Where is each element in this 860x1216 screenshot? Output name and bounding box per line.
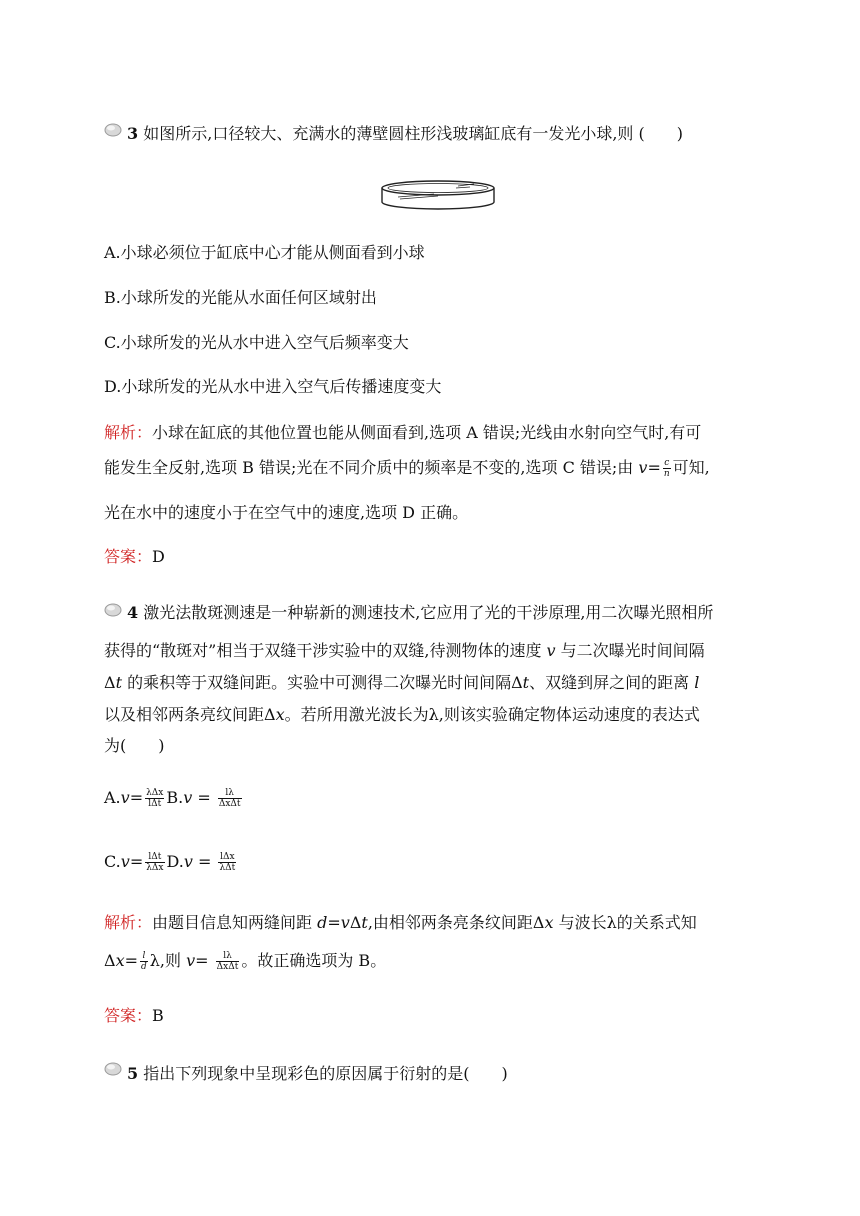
q3-eq: =: [647, 458, 661, 477]
q3-stem: [127, 123, 683, 145]
q3-answer: [104, 546, 165, 568]
q3-analysis-text2: 能发生全反射,选项 B 错误;光在不同介质中的频率是不变的,选项 C 错误;由: [104, 458, 639, 477]
q3-option-b: B.小球所发的光能从水面任何区域射出: [104, 288, 377, 307]
q3-analysis-line3: 光在水中的速度小于在空气中的速度,选项 D 正确。: [104, 503, 469, 522]
q4-optC-den: λΔx: [146, 863, 164, 873]
q4-line3c: 、双缝到屏之间的距离: [529, 673, 695, 692]
q4-analysis-t: t: [361, 913, 368, 932]
q4-optB-v: v: [183, 788, 193, 807]
q4-optB-fraction: [218, 788, 242, 809]
q4-var-t: t: [115, 673, 122, 692]
q4-analysis-d: d: [317, 913, 328, 932]
q4-optD-label: D.: [166, 852, 184, 871]
q4-analysis2-fraction: [216, 951, 240, 972]
q4-analysis-1c: 与波长λ的关系式知: [553, 913, 697, 932]
q4-analysis-line2: [104, 950, 386, 972]
q4-optA-eq: =: [129, 788, 144, 807]
q3-analysis-text2b: 可知,: [672, 458, 710, 477]
q4-line2a: 获得的“散斑对”相当于双缝干涉实验中的双缝,待测物体的速度: [104, 641, 547, 660]
q3-option-d: D.小球所发的光从水中进入空气后传播速度变大: [104, 377, 442, 396]
q5-stem: [127, 1063, 508, 1085]
q3-analysis-line2: [104, 457, 710, 479]
q4-line4a: 以及相邻两条亮纹间距Δ: [104, 705, 276, 724]
q4-answer: [104, 1005, 164, 1027]
q4-analysis2-eq2: =: [195, 951, 214, 970]
q4-analysis2-x: x: [115, 951, 125, 970]
q4-optD-v: v: [183, 852, 193, 871]
q3-answer-value: D: [152, 547, 165, 566]
q4-analysis-1b: ,由相邻两条亮条纹间距Δ: [367, 913, 545, 932]
question-bullet-icon: [104, 123, 122, 137]
q4-optC-label: C.: [104, 852, 121, 871]
q4-answer-label: 答案：: [104, 1006, 153, 1025]
q4-options-ab: [104, 787, 244, 809]
q4-optB-den: ΔxΔt: [218, 799, 241, 809]
question-bullet-icon: [104, 1062, 122, 1076]
q4-optB-eq: =: [192, 788, 216, 807]
q3-analysis-text1: 小球在缸底的其他位置也能从侧面看到,选项 A 错误;光线由水射向空气时,有可: [152, 423, 702, 442]
q3-option-c: C.小球所发的光从水中进入空气后频率变大: [104, 333, 409, 352]
q4-line2b: 与二次曝光时间间隔: [555, 641, 705, 660]
q5-number: 5: [127, 1064, 139, 1083]
q4-line3b: 的乘积等于双缝间距。实验中可测得二次曝光时间间隔Δ: [122, 673, 523, 692]
q4-var-t2: t: [522, 673, 530, 692]
q4-optB-num: lλ: [218, 788, 242, 799]
q4-analysis-eq: =: [327, 913, 341, 932]
q4-stem-line4: [104, 704, 700, 726]
q4-optC-fraction: [145, 852, 164, 873]
q4-analysis2-fraction-l-over-d: [140, 951, 148, 972]
q4-line1: 激光法散斑测速是一种崭新的测速技术,它应用了光的干涉原理,用二次曝光照相所: [143, 603, 714, 622]
q4-stem-line2: [104, 640, 705, 662]
q4-analysis-label: 解析：: [104, 913, 153, 932]
q4-optA-fraction: [145, 788, 164, 809]
q4-analysis-x: x: [544, 913, 554, 932]
q4-analysis-delta: Δ: [349, 913, 362, 932]
q3-fraction-c-over-n: [663, 458, 671, 479]
q4-var-l: l: [694, 673, 700, 692]
q4-stem-line3: [104, 672, 699, 694]
q4-analysis2-fnum2: lλ: [216, 951, 240, 962]
q5-stem-text: 指出下列现象中呈现彩色的原因属于衍射的是( ): [143, 1064, 508, 1083]
q4-optC-v: v: [120, 852, 130, 871]
q4-optA-v: v: [120, 788, 130, 807]
q3-frac-num: c: [664, 458, 670, 468]
q4-optB-label: B.: [166, 788, 184, 807]
q4-number: 4: [127, 603, 139, 622]
q4-stem-line5: 为( ): [104, 736, 165, 755]
q4-analysis2-b: 。故正确选项为 B。: [241, 951, 387, 970]
q4-analysis-1a: 由题目信息知两缝间距: [152, 913, 318, 932]
q3-stem-text: 如图所示,口径较大、充满水的薄壁圆柱形浅玻璃缸底有一发光小球,则 ( ): [143, 124, 683, 143]
q4-analysis2-fnum: l: [140, 951, 148, 962]
q4-optA-den: lΔt: [148, 799, 162, 809]
q4-optA-label: A.: [104, 788, 121, 807]
q3-number: 3: [127, 124, 139, 143]
q4-analysis-line1: [104, 912, 697, 934]
q4-options-cd: [104, 851, 238, 873]
q3-analysis-line1: [104, 422, 701, 444]
q4-analysis2-fden: d: [141, 962, 147, 972]
q3-var-v: v: [638, 458, 648, 477]
q4-line4b: 。若所用激光波长为λ,则该实验确定物体运动速度的表达式: [284, 705, 700, 724]
q4-analysis-v: v: [340, 913, 350, 932]
q4-analysis2-fden2: ΔxΔt: [216, 962, 239, 972]
glass-tank-figure: [378, 178, 498, 214]
q4-optD-den: λΔt: [219, 863, 236, 873]
question-bullet-icon: [104, 603, 122, 617]
q4-delta: Δ: [104, 673, 116, 692]
q3-frac-den: n: [663, 469, 670, 479]
q3-option-a: A.小球必须位于缸底中心才能从侧面看到小球: [104, 243, 425, 262]
q4-optD-fraction: [218, 852, 236, 873]
q3-analysis-label: 解析：: [104, 423, 153, 442]
q4-analysis2-v: v: [186, 951, 196, 970]
q3-answer-label: 答案：: [104, 547, 153, 566]
q4-optC-eq: =: [129, 852, 144, 871]
q4-var-v: v: [546, 641, 556, 660]
q4-analysis2-lambda: λ,则: [149, 951, 187, 970]
q4-optC-num: lΔt: [145, 852, 164, 863]
q4-optD-eq: =: [192, 852, 217, 871]
q4-optD-num: lΔx: [220, 852, 235, 862]
q4-optA-num: λΔx: [146, 788, 164, 798]
q4-analysis2-eq: =: [124, 951, 138, 970]
q4-var-x: x: [275, 705, 285, 724]
q4-stem-line1: [127, 602, 713, 624]
q4-analysis2-delta: Δ: [104, 951, 116, 970]
q4-answer-value: B: [152, 1006, 164, 1025]
